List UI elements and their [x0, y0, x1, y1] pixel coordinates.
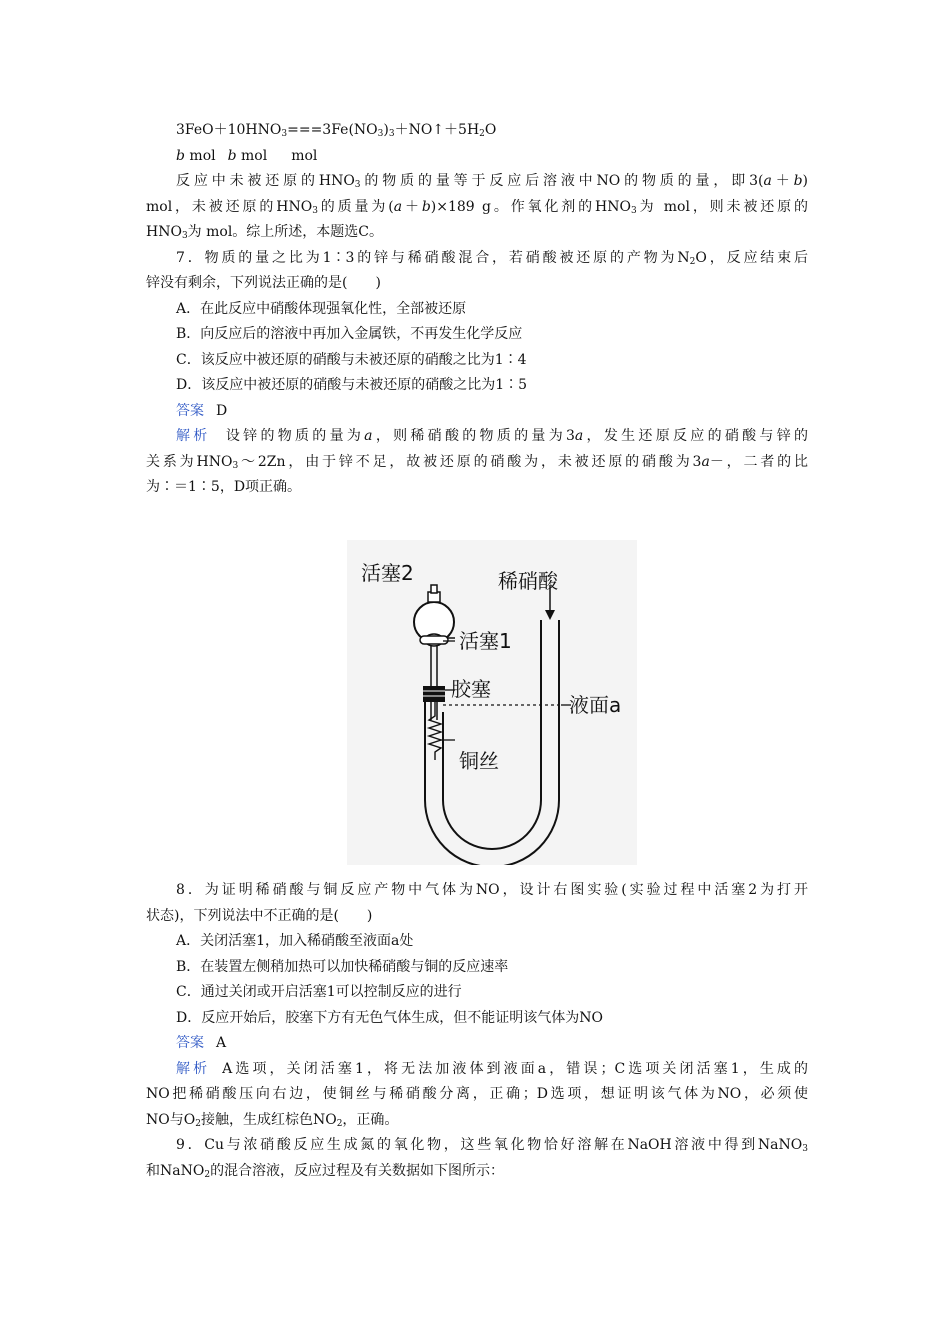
q7-analysis: 为∶＝1∶5，D项正确。: [146, 479, 302, 495]
label-liquid-level-a: 液面a: [569, 693, 622, 717]
paragraph-line: mol，未被还原的$HNO_3$的质量为(a＋b)×189 g。作氧化剂的$HNO_3$为 mol，则未被还原的: [146, 198, 809, 216]
q7-stem: 锌没有剩余，下列说法正确的是( ): [146, 275, 381, 291]
analysis-label: 解析: [176, 1060, 211, 1077]
q7-analysis: 关系为$HNO_3\sim 2Zn$，由于锌不足，故被还原的硝酸为，未被还原的硝酸为3a－，二者的比: [146, 453, 809, 471]
q8-option-b: B．在装置左侧稍加热可以加快稀硝酸与铜的反应速率: [176, 958, 509, 975]
q8-analysis: NO与$O_2$接触，生成红棕色$NO_2$，正确。: [146, 1111, 399, 1129]
q7-option-a: A．在此反应中硝酸体现强氧化性，全部被还原: [176, 300, 467, 317]
q9-stem: 9．Cu与浓硝酸反应生成氮的氧化物，这些氧化物恰好溶解在NaOH溶液中得到NaNO$_3$: [176, 1137, 808, 1154]
q7-option-d: D．该反应中被还原的硝酸与未被还原的硝酸之比为1∶5: [176, 377, 528, 393]
label-stopcock-2: 活塞2: [361, 561, 414, 585]
q8-option-a: A．关闭活塞1，加入稀硝酸至液面a处: [176, 933, 414, 949]
q7-stem: 7．物质的量之比为1∶3的锌与稀硝酸混合，若硝酸被还原的产物为$N_2O$，反应结束后: [176, 249, 808, 267]
answer-label: 答案: [176, 1035, 204, 1051]
q8-stem: 状态)，下列说法中不正确的是( ): [146, 907, 373, 924]
q8-stem: 8．为证明稀硝酸与铜反应产物中气体为NO，设计右图实验(实验过程中活塞2为打开: [176, 882, 808, 898]
document-page: [146, 118, 808, 501]
q8-option-c: C．通过关闭或开启活塞1可以控制反应的进行: [176, 984, 462, 1000]
answer-label: 答案: [176, 402, 204, 419]
paragraph-line: 反应中未被还原的$HNO_3$的物质的量等于反应后溶液中NO的物质的量，即3(a＋b): [176, 173, 808, 190]
analysis-label: 解析: [176, 428, 211, 444]
document-page-lower: [146, 878, 808, 1184]
label-copper-wire: 铜丝: [459, 749, 499, 773]
q7-answer: 答案 D: [176, 402, 228, 419]
apparatus-figure: [347, 540, 637, 865]
q8-answer: 答案 A: [176, 1035, 227, 1051]
label-rubber-stopper: 胶塞: [451, 677, 491, 701]
q8-analysis: NO把稀硝酸压向右边，使铜丝与稀硝酸分离，正确；D选项，想证明该气体为NO，必须使: [146, 1086, 808, 1102]
q8-analysis: 解析 A选项，关闭活塞1，将无法加液体到液面a，错误；C选项关闭活塞1，生成的: [176, 1060, 809, 1077]
equation-line: $3FeO+10HNO_3===3Fe(NO_3)_3+NO↑+5H_2O$: [176, 122, 497, 139]
label-dilute-nitric-acid: 稀硝酸: [498, 569, 558, 593]
q7-analysis: 解析 设锌的物质的量为a，则稀硝酸的物质的量为3a，发生还原反应的硝酸与锌的: [176, 428, 809, 444]
q7-option-b: B．向反应后的溶液中再加入金属铁，不再发生化学反应: [176, 326, 523, 342]
q7-option-c: C．该反应中被还原的硝酸与未被还原的硝酸之比为1∶4: [176, 351, 527, 368]
paragraph-line: $HNO_3$为 mol。综上所述，本题选C。: [146, 224, 384, 241]
q8-option-d: D．反应开始后，胶塞下方有无色气体生成，但不能证明该气体为NO: [176, 1009, 603, 1026]
q9-stem: 和NaNO$_2$的混合溶液，反应过程及有关数据如下图所示：: [146, 1162, 505, 1180]
mol-line: b mol b mol mol: [176, 147, 318, 164]
label-stopcock-1: 活塞1: [459, 629, 512, 653]
